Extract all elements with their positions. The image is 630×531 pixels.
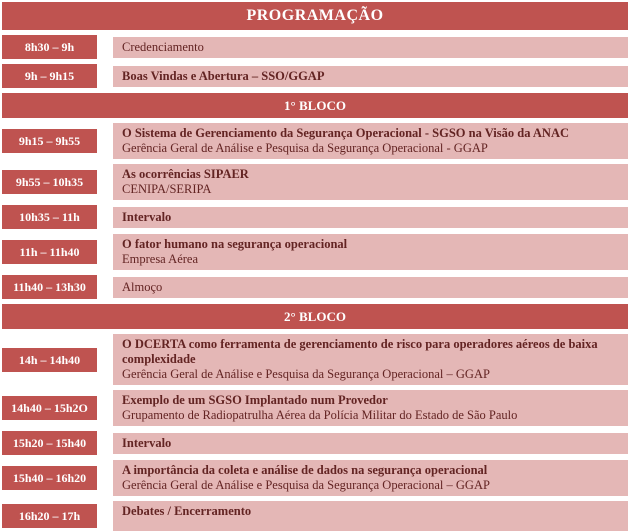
session-title: Intervalo xyxy=(122,435,172,450)
session-detail: Grupamento de Radiopatrulha Aérea da Polícia Militar do Estado de São Paulo xyxy=(122,408,518,422)
session-row xyxy=(2,205,628,229)
session-detail: CENIPA/SERIPA xyxy=(122,182,212,196)
session-time: 16h20 – 17h xyxy=(2,504,97,528)
session-detail: Empresa Aérea xyxy=(122,252,199,266)
session-row xyxy=(2,275,628,299)
session-content xyxy=(113,390,628,426)
session-time: 15h20 – 15h40 xyxy=(2,431,97,455)
session-title: O Sistema de Gerenciamento da Segurança Operacional - SGSO na Visão da ANAC xyxy=(122,126,570,140)
session-content xyxy=(113,123,628,159)
session-detail: Gerência Geral de Análise e Pesquisa da Segurança Operacional - GGAP xyxy=(122,141,488,155)
session-detail: Gerência Geral de Análise e Pesquisa da Segurança Operacional – GGAP xyxy=(122,478,490,492)
block-header: 1° BLOCO xyxy=(2,93,628,118)
session-content xyxy=(113,207,628,228)
session-row xyxy=(2,460,628,496)
session-title: A importância da coleta e análise de dados na segurança operacional xyxy=(122,463,488,477)
session-title: Debates / Encerramento xyxy=(122,504,252,518)
session-row xyxy=(2,164,628,200)
session-detail: Gerência Geral de Análise e Pesquisa da Segurança Operacional – GGAP xyxy=(122,367,490,381)
session-title: Intervalo xyxy=(122,209,172,224)
session-time: 9h – 9h15 xyxy=(2,64,97,88)
session-time: 10h35 – 11h xyxy=(2,205,97,229)
session-row xyxy=(2,334,628,385)
session-row xyxy=(2,234,628,270)
block-header: 2° BLOCO xyxy=(2,304,628,329)
schedule-rows xyxy=(2,35,628,531)
session-title: O DCERTA como ferramenta de gerenciamento de risco para operadores aéreos de baixa complexidade xyxy=(122,337,598,366)
session-time: 9h55 – 10h35 xyxy=(2,170,97,194)
session-detail: Almoço xyxy=(122,279,163,294)
session-title: O fator humano na segurança operacional xyxy=(122,237,348,251)
session-content xyxy=(113,334,628,385)
session-content xyxy=(113,37,628,58)
session-row xyxy=(2,390,628,426)
session-time: 11h – 11h40 xyxy=(2,240,97,264)
session-detail: Credenciamento xyxy=(122,39,204,54)
session-row xyxy=(2,431,628,455)
session-content xyxy=(113,501,628,531)
session-time: 14h40 – 15h2O xyxy=(2,396,97,420)
session-title: Exemplo de um SGSO Implantado num Provedor xyxy=(122,393,388,407)
session-time: 9h15 – 9h55 xyxy=(2,129,97,153)
session-time: 11h40 – 13h30 xyxy=(2,275,97,299)
session-time: 15h40 – 16h20 xyxy=(2,466,97,490)
session-time: 14h – 14h40 xyxy=(2,348,97,372)
session-time: 8h30 – 9h xyxy=(2,35,97,59)
page-title: PROGRAMAÇÃO xyxy=(2,2,628,30)
session-row xyxy=(2,123,628,159)
session-row xyxy=(2,501,628,531)
session-title: As ocorrências SIPAER xyxy=(122,167,249,181)
session-row xyxy=(2,35,628,59)
session-row xyxy=(2,64,628,88)
session-content xyxy=(113,433,628,454)
session-content xyxy=(113,277,628,298)
session-content xyxy=(113,460,628,496)
session-content xyxy=(113,234,628,270)
session-content xyxy=(113,164,628,200)
session-content xyxy=(113,66,628,87)
session-title: Boas Vindas e Abertura – SSO/GGAP xyxy=(122,68,325,83)
